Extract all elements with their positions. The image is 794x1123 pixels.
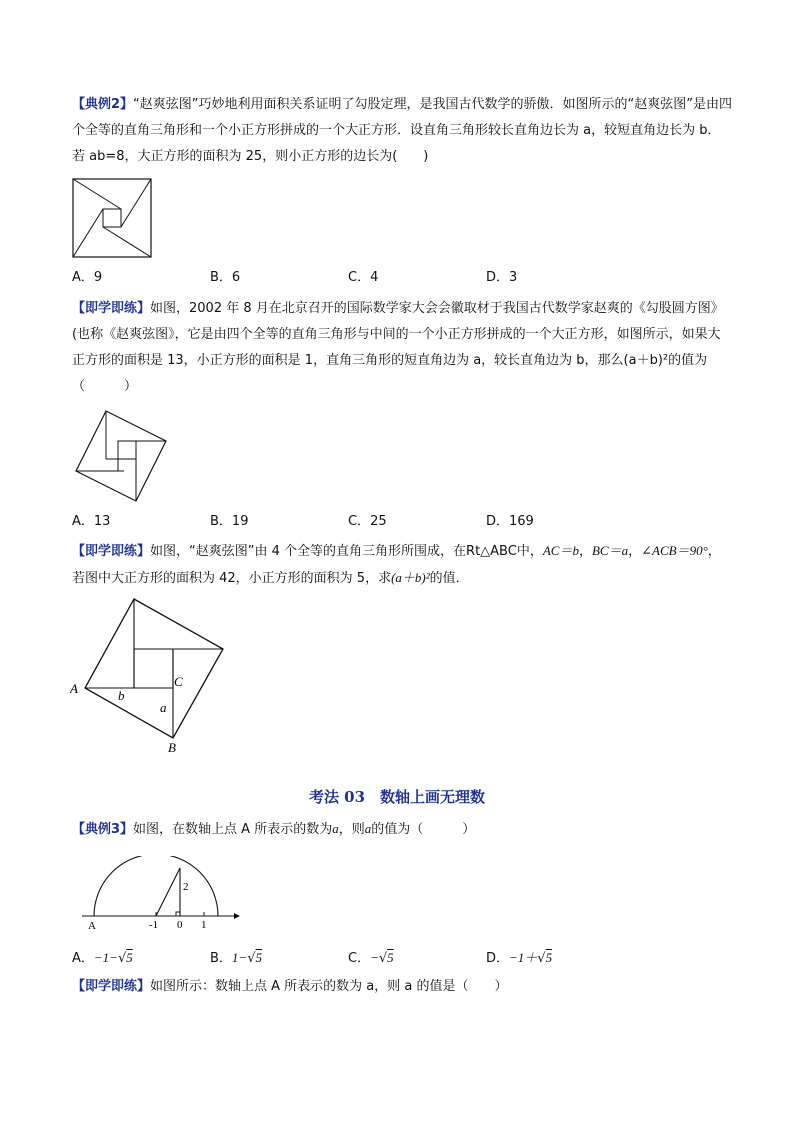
option-b[interactable]: B．6 bbox=[210, 270, 241, 285]
label-neg-one: -1 bbox=[149, 919, 159, 931]
question-tag: 【即学即练】 bbox=[72, 301, 151, 316]
label-b-point: B bbox=[168, 740, 176, 755]
variable-a: a bbox=[332, 821, 339, 836]
option-b[interactable]: B．1−√5 bbox=[210, 950, 262, 966]
ac-equation: AC＝b bbox=[542, 543, 579, 558]
label-a-point: A bbox=[70, 681, 78, 696]
zhao-shuang-figure-3 bbox=[70, 596, 230, 756]
question-text-4: 的值． bbox=[429, 571, 469, 586]
options-q2 bbox=[72, 512, 732, 532]
question-text-3: ，若图中大正方形的面积为 42，小正方形的面积为 5，求 bbox=[72, 544, 721, 586]
bc-equation: BC＝a bbox=[591, 543, 629, 558]
question-3 bbox=[72, 538, 732, 592]
separator-1: ， bbox=[578, 544, 592, 559]
question-text-1: 如图，在数轴上点 A 所表示的数为 bbox=[133, 822, 333, 837]
option-c[interactable]: C．25 bbox=[348, 514, 387, 529]
label-one: 1 bbox=[201, 919, 207, 931]
variable-a-2: a bbox=[364, 821, 372, 836]
label-point-a: A bbox=[88, 920, 96, 932]
option-a[interactable]: A．13 bbox=[72, 514, 111, 529]
label-c-point: C bbox=[174, 674, 183, 689]
question-2 bbox=[72, 296, 732, 400]
question-tag: 【典例2】 bbox=[72, 97, 134, 112]
question-tag: 【典例3】 bbox=[72, 822, 134, 837]
question-text-3: 的值为（ ） bbox=[371, 822, 476, 837]
option-d[interactable]: D．−1＋√5 bbox=[486, 950, 553, 966]
option-b[interactable]: B．19 bbox=[210, 514, 249, 529]
question-text: “赵爽弦图”巧妙地利用面积关系证明了勾股定理，是我国古代数学的骄傲．如图所示的“赵爽弦图”是由四个全等的直角三角形和一个小正方形拼成的一个大正方形．设直角三角形较长直角边长为 a，较短直角边长为 b．若 ab=8，大正方形的面积为 25，则小正方形的边长为( ) bbox=[72, 97, 732, 164]
label-zero: 0 bbox=[177, 919, 183, 931]
angle-equation: ∠ACB＝90° bbox=[641, 543, 708, 558]
label-b-side: b bbox=[118, 688, 125, 703]
option-d[interactable]: D．169 bbox=[486, 514, 534, 529]
question-text-2: 中， bbox=[516, 544, 543, 559]
question-text-1: 如图，“赵爽弦图”由 4 个全等的直角三角形所围成，在 bbox=[150, 544, 467, 559]
label-two: 2 bbox=[183, 881, 189, 893]
question-text: 如图所示：数轴上点 A 所表示的数为 a，则 a 的值是（ ） bbox=[150, 979, 508, 994]
options-q1 bbox=[72, 268, 732, 288]
option-a[interactable]: A．9 bbox=[72, 270, 103, 285]
option-a[interactable]: A．−1−√5 bbox=[72, 950, 133, 966]
question-text: 如图，2002 年 8 月在北京召开的国际数学家大会会徽取材于我国古代数学家赵爽的《勾股圆方图》(也称《赵爽弦图》，它是由四个全等的直角三角形与中间的一个小正方形拼成的一个大正方形，如图所示，如果大正方形的面积是 13，小正方形的面积是 1，直角三角形的短直角边为 a，较长直角边为 b，那么(a＋b)²的值为（ ） bbox=[72, 301, 724, 394]
question-tag: 【即学即练】 bbox=[72, 544, 151, 559]
question-5 bbox=[72, 974, 732, 1000]
number-line-figure bbox=[76, 856, 242, 932]
sum-squared-expression: (a＋b)² bbox=[391, 570, 430, 585]
option-d[interactable]: D．3 bbox=[486, 270, 518, 285]
option-c[interactable]: C．4 bbox=[348, 270, 379, 285]
options-q4 bbox=[72, 948, 732, 968]
section-heading: 考法 03 数轴上画无理数 bbox=[308, 788, 486, 806]
option-c[interactable]: C．−√5 bbox=[348, 950, 394, 966]
triangle-name: Rt△ABC bbox=[466, 544, 517, 559]
question-text-2: ，则 bbox=[338, 822, 365, 837]
label-a-side: a bbox=[160, 700, 167, 715]
zhao-shuang-figure-2 bbox=[72, 408, 172, 504]
zhao-shuang-figure-1 bbox=[72, 178, 152, 258]
separator-2: ， bbox=[628, 544, 642, 559]
question-1 bbox=[72, 92, 732, 170]
question-4 bbox=[72, 816, 732, 843]
question-tag: 【即学即练】 bbox=[72, 979, 151, 994]
